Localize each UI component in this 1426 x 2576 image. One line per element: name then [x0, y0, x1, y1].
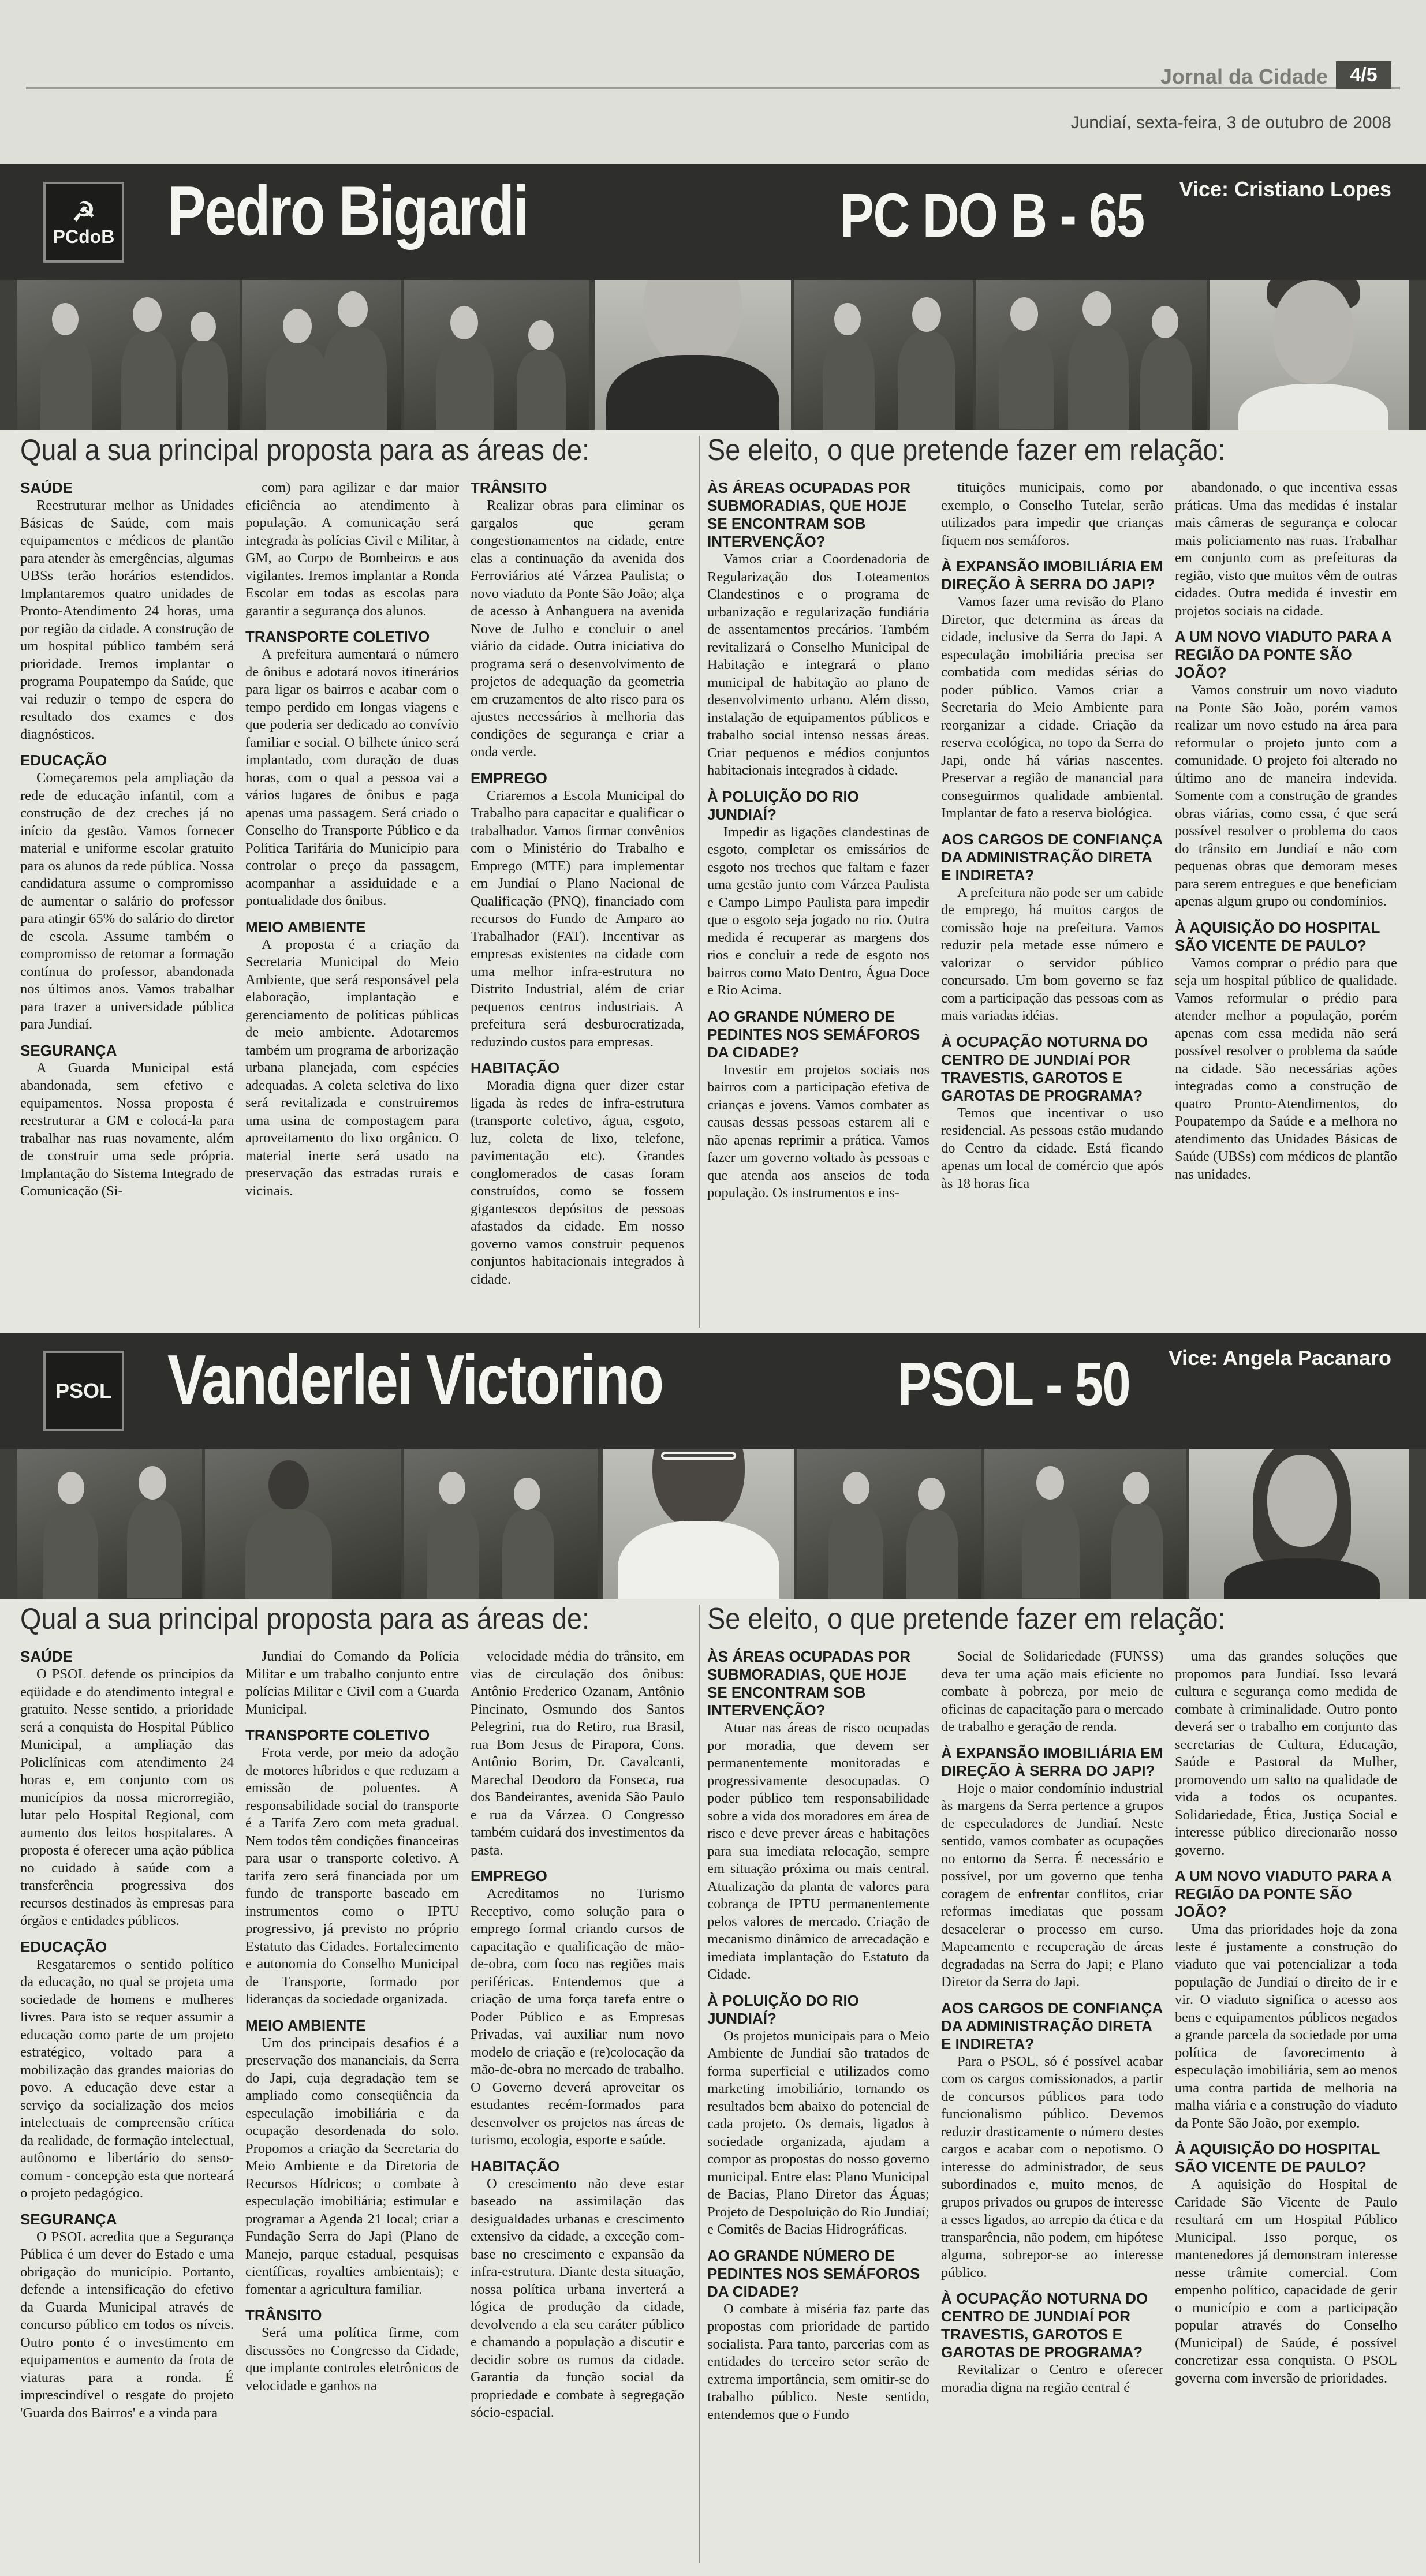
candidate-portrait [603, 1449, 794, 1599]
topic-heading: HABITAÇÃO [471, 1059, 560, 1076]
campaign-photo [17, 280, 240, 430]
question-answer: Vamos fazer uma revisão do Plano Diretor, que determina as áreas da cidade, inclusive da Serra do Japi. A especulação imobiliária precisa ser combatida com medidas sérias do poder público. Vamos criar a Secretaria do Meio Ambiente para reorganizar a cidade. Criação da reserva ecológica, no topo da Serra do Japi, onde há várias nascentes. Preservar a região de manancial para conseguirmos qualidade ambiental. Implantar de fato a reserva biológica. [941, 594, 1163, 821]
topic-text: Começaremos pela ampliação da rede de educação infantil, com a construção de dez creches já no início da gestão. Vamos fornecer material e uniforme escolar gratuito para os alunos da rede pública. Nossa candidatura assume o compromisso de aumentar o salário do professor para atingir 65% do salário do diretor de escola. Assume também o compromisso de retomar a formação contínua do professor, abandonada nos últimos anos. Vamos trabalhar para trazer a universidade pública para Jundiaí. [20, 770, 234, 1032]
answer-column [20, 479, 234, 1201]
page-number: 4/5 [1336, 61, 1391, 89]
answer-column [1175, 479, 1397, 1183]
question-answer: Social de Solidariedade (FUNSS) deva ter uma ação mais eficiente no combate à pobreza, por meio de oficinas de capacitação para o mercado de trabalho e geração de renda. [941, 1648, 1163, 1734]
vice-candidate: Vice: Cristiano Lopes [1179, 177, 1391, 201]
candidate-banner [0, 1333, 1426, 1449]
question-heading: À EXPANSÃO IMOBILIÁRIA EM DIREÇÃO À SERRA DO JAPI? [941, 558, 1163, 593]
topic-text: Jundiaí do Comando da Polícia Militar e um trabalho conjunto entre polícias Militar e Civil com a Guarda Municipal. [245, 1648, 459, 1717]
question-answer: Impedir as ligações clandestinas de esgoto, completar os emissários de esgoto nos trechos que faltam e fazer uma gestão junto com Várzea Paulista e Campo Limpo Paulista para impedir que o esgoto seja jogado no rio. Outra medida é recuperar as margens dos rios e concluir a rede de esgoto nos bairros como Mato Dentro, Água Doce e Rio Acima. [707, 824, 929, 998]
campaign-photo [797, 1449, 981, 1599]
hammer-sickle-icon: ☭ [72, 196, 96, 227]
party-number: PC DO B - 65 [840, 180, 1144, 250]
topic-text: Criaremos a Escola Municipal do Trabalho para capacitar e qualificar o trabalhador. Vamos firmar convênios com o Ministério do Trabalho e Emprego (MTE) para implementar em Jundiaí o Plano Nacional de Qualificação (PNQ), financiado com recursos do Fundo de Amparo ao Trabalhador (FAT). Incentivar as empresas existentes na cidade com uma melhor infra-estrutura no Distrito Industrial, além de criar pequenos centros industriais. A prefeitura será desburocratizada, reduzindo custos para empresas. [471, 787, 684, 1050]
topic-heading: TRANSPORTE COLETIVO [245, 628, 430, 645]
question-heading: À POLUIÇÃO DO RIO JUNDIAÍ? [707, 787, 859, 823]
topic-text: Frota verde, por meio da adoção de motores híbridos e que reduzam a emissão de poluentes. A responsabilidade social do transporte é a Tarifa Zero com meta gradual. Nem todos têm condições financeiras para usar o transporte coletivo. A tarifa zero será financiada por um fundo de transporte baseado em instrumentos como o IPTU progressivo, já previsto no próprio Estatuto das Cidades. Fortalecimento e autonomia do Conselho Municipal de Transporte, formado por lideranças da sociedade organizada. [245, 1745, 459, 2007]
topic-heading: EDUCAÇÃO [20, 1938, 107, 1956]
topic-text: O PSOL acredita que a Segurança Pública é um dever do Estado e uma obrigação do município. Portanto, defende a intensificação do efetivo da Guarda Municipal através de concurso público em todos os níveis. Outro ponto é o investimento em equipamentos e aumento da frota de viaturas para a ronda. É imprescindível o resgate do projeto 'Guarda dos Bairros' e a vinda para [20, 2229, 234, 2421]
topic-text: Acreditamos no Turismo Receptivo, como solução para o emprego formal criando cursos de capacitação e qualificação de mão-de-obra, com foco nas regiões mais periféricas. Entendemos que a criação de uma força tarefa entre o Poder Público e as Empresas Privadas, vai auxiliar num novo modelo de criação e (re)colocação da mão-de-obra no mercado de trabalho. O Governo deverá aproveitar os estudantes recém-formados para desenvolver os projetos nas áreas de turismo, ecologia, esporte e saúde. [471, 1886, 684, 2148]
topic-heading: TRANSPORTE COLETIVO [245, 1726, 430, 1744]
question-heading: AO GRANDE NÚMERO DE PEDINTES NOS SEMÁFOROS DA CIDADE? [707, 1007, 920, 1061]
vice-candidate: Vice: Angela Pacanaro [1168, 1346, 1391, 1370]
vice-portrait [1189, 1449, 1409, 1599]
question-answer: Uma das prioridades hoje da zona leste é justamente a construção do viaduto que vai potencializar a toda população de Jundiaí o direito de ir e vir. O viaduto significa o acesso aos bens e equipamentos públicos negados a grande parcela da sociedade por uma política de favorecimento à especulação imobiliária, sem ao menos uma contra partida de melhoria na malha viária e a construção do viaduto da Ponte São João, por exemplo. [1175, 1921, 1397, 2131]
candidate-banner [0, 164, 1426, 280]
answer-column [471, 1648, 684, 2422]
question-heading: À OCUPAÇÃO NOTURNA DO CENTRO DE JUNDIAÍ POR TRAVESTIS, GAROTOS E GAROTAS DE PROGRAMA? [941, 2290, 1148, 2361]
topic-text: Será uma política firme, com discussões no Congresso da Cidade, que implante controles eletrônicos de velocidade e ganhos na [245, 2325, 459, 2394]
topic-text: A prefeitura aumentará o número de ônibus e adotará novos itinerários para ligar os bairros e acabar com o tempo perdido em longas viagens e que poderia ser dedicado ao convívio familiar e social. O bilhete único será implantado, com duração de duas horas, com o qual a pessoa vai a vários lugares de ônibus e paga apenas uma passagem. Será criado o Conselho do Transporte Público e da Política Tarifária do Município para controlar o preço da passagem, acompanhar a assiduidade e a pontualidade dos ônibus. [245, 646, 459, 908]
vice-portrait [1210, 280, 1409, 430]
topic-text: Um dos principais desafios é a preservação dos mananciais, da Serra do Japi, cuja degradação tem se ampliado como conseqüência da especulação imobiliária e da ocupação desordenada do solo. Propomos a criação da Secretaria do Meio Ambiente e da Diretoria de Recursos Hídricos; o combate à especulação imobiliária; estimular e programar a Agenda 21 local; criar a Fundação Serra do Japi (Plano de Manejo, parque estadual, pesquisas científicas, royalties ambientais); e fomentar a agricultura familiar. [245, 2035, 459, 2297]
question-answer: Temos que incentivar o uso residencial. As pessoas estão mudando do Centro da cidade. Está ficando apenas um local de comércio que após às 18 horas fica [941, 1105, 1163, 1191]
right-question-heading: Se eleito, o que pretende fazer em relação: [707, 433, 1226, 467]
left-question-heading: Qual a sua principal proposta para as áreas de: [20, 1602, 590, 1636]
photo-strip [0, 280, 1426, 430]
question-answer: Os projetos municipais para o Meio Ambiente de Jundiaí são tratados de forma superficial e utilizados como marketing imobiliário, tornando os resultados bem abaixo do potencial de cada projeto. Os demais, ligados à sociedade organizada, ajudam a compor as propostas do nosso governo municipal. Entre elas: Plano Municipal de Bacias, Plano Diretor das Águas; Projeto de Despoluição do Rio Jundiaí; e Comitês de Bacias Hidrográficas. [707, 2028, 929, 2237]
topic-heading: SEGURANÇA [20, 1041, 117, 1059]
topic-text: Reestruturar melhor as Unidades Básicas de Saúde, com mais equipamentos e médicos de plantão para atender às emergências, algumas UBSs terão horários estendidos. Implantaremos quatro unidades de Pronto-Atendimento 24 horas, uma por região da cidade. A construção de um hospital público também será prioridade. Iremos implantar o programa Poupatempo da Saúde, que vai reduzir o tempo de espera do resultado dos exames e dos diagnósticos. [20, 498, 234, 742]
topic-heading: HABITAÇÃO [471, 2157, 560, 2175]
question-heading: ÀS ÁREAS OCUPADAS POR SUBMORADIAS, QUE HOJE SE ENCONTRAM SOB INTERVENÇÃO? [707, 479, 911, 550]
topic-text: O PSOL defende os princípios da eqüidade e do atendimento integral e gratuito. Nesse sentido, a prioridade será a conquista do Hospital Público Municipal, a ampliação das Policlínicas com atendimento 24 horas e, em conjunto com os municípios da nossa microrregião, lutar pelo Hospital Regional, com aumento dos leitos hospitalares. A proposta é oferecer uma ação pública no cuidado à saúde com a transferência progressiva dos recursos destinados às empresas para órgãos e entidades públicos. [20, 1666, 234, 1928]
topic-text: velocidade média do trânsito, em vias de circulação dos ônibus: Antônio Frederico Ozanam, Antônio Pincinato, Osmundo dos Santos Pelegrini, rua do Retiro, rua Brasil, rua Bom Jesus de Pirapora, Cons. Antônio Borim, Dr. Cavalcanti, Marechal Deodoro da Fonseca, rua dos Bandeirantes, avenida São Paulo e rua da Várzea. O Congresso também cuidará dos investimentos da pasta. [471, 1648, 684, 1858]
topic-heading: TRÂNSITO [471, 479, 547, 496]
topic-heading: EDUCAÇÃO [20, 752, 107, 769]
question-heading: À POLUIÇÃO DO RIO JUNDIAÍ? [707, 1991, 859, 2027]
campaign-photo [404, 1449, 598, 1599]
question-answer: O combate à miséria faz parte das propostas com prioridade de partido socialista. Para tanto, parcerias com as entidades do terceiro setor serão de extrema importância, sem omitir-se do trabalho público. Neste sentido, entendemos que o Fundo [707, 2301, 929, 2422]
topic-heading: SEGURANÇA [20, 2210, 117, 2228]
question-answer: Vamos comprar o prédio para que seja um hospital público de qualidade. Vamos reformular o prédio para atender melhor a população, porém apenas com essa medida não será possível resolver o problema da saúde na cidade. São necessárias ações integradas como a construção de quatro Pronto-Atendimentos, do Poupatempo da Saúde e a melhora no atendimento das Unidades Básicas de Saúde (UBSs) com médicos de plantão nas unidades. [1175, 955, 1397, 1182]
question-answer: Atuar nas áreas de risco ocupadas por moradia, que devem ser permanentemente monitoradas e progressivamente desocupadas. O poder público tem responsabilidade sobre a vida dos moradores em área de risco e deve prever áreas e habitações para sua imediata relocação, sempre em situação próxima ou mais central. Atualização da planta de valores para cobrança de IPTU permanentemente pelos valores de mercado. Criação de mecanismo dinâmico de arrecadação e imediata implantação do Estatuto da Cidade. [707, 1720, 929, 1982]
question-answer: abandonado, o que incentiva essas práticas. Uma das medidas é instalar mais câmeras de segurança e colocar mais policiamento nas ruas. Trabalhar em conjunto com as prefeituras da região, visto que muitos vêm de outras cidades. Outra medida é investir em projetos sociais na cidade. [1175, 480, 1397, 619]
campaign-photo [984, 1449, 1186, 1599]
campaign-photo [205, 1449, 401, 1599]
question-answer: Revitalizar o Centro e oferecer moradia digna na região central é [941, 2362, 1163, 2395]
answer-column [245, 1648, 459, 2395]
question-heading: ÀS ÁREAS OCUPADAS POR SUBMORADIAS, QUE HOJE SE ENCONTRAM SOB INTERVENÇÃO? [707, 1648, 911, 1719]
topic-heading: SAÚDE [20, 479, 73, 496]
topic-heading: SAÚDE [20, 1648, 73, 1665]
question-heading: A UM NOVO VIADUTO PARA A REGIÃO DA PONTE SÃO JOÃO? [1175, 1867, 1392, 1920]
party-logo-text: PSOL [55, 1379, 112, 1403]
topic-heading: TRÂNSITO [245, 2306, 322, 2324]
topic-text: A proposta é a criação da Secretaria Municipal do Meio Ambiente, que será responsável pela elaboração, implantação e gerenciamento de políticas públicas de meio ambiente. Adotaremos também um programa de arborização urbana planejada, com espécies adequadas. A coleta seletiva do lixo será revitalizada e construiremos uma usina de compostagem para aproveitamento do lixo orgânico. O material inerte será usado na preservação das estradas rurais e vicinais. [245, 936, 459, 1199]
answer-column [1175, 1648, 1397, 2387]
dateline: Jundiaí, sexta-feira, 3 de outubro de 2008 [1070, 113, 1391, 132]
answer-column [245, 479, 459, 1200]
topic-text: A Guarda Municipal está abandonada, sem efetivo e equipamentos. Nossa proposta é reestruturar a GM e colocá-la para trabalhar nas ruas novamente, além de construir uma sede própria. Implantação do Sistema Integrado de Comunicação (Si- [20, 1060, 234, 1199]
question-heading: À AQUISIÇÃO DO HOSPITAL SÃO VICENTE DE PAULO? [1175, 2140, 1380, 2175]
answer-column [707, 479, 929, 1202]
topic-text: Resgataremos o sentido político da educação, no qual se projeta uma sociedade de homens e mulheres livres. Para isto se requer assumir a educação como parte de um projeto estratégico, voltado para a mobilização das grandes maiorias do povo. A educação deve estar a serviço da socialização dos meios intelectuais de compreensão crítica da realidade, de formação intelectual, autônomo e libertário do senso-comum - concepção esta que norteará o projeto pedagógico. [20, 1956, 234, 2201]
answer-column [941, 479, 1163, 1192]
candidate-portrait [595, 280, 791, 430]
topic-text: com) para agilizar e dar maior eficiência ao atendimento à população. A comunicação será integrada às polícias Civil e Militar, à GM, ao Corpo de Bombeiros e aos vigilantes. Iremos implantar a Ronda Escolar em todas as escolas para garantir a segurança dos alunos. [245, 480, 459, 619]
right-question-heading: Se eleito, o que pretende fazer em relação: [707, 1602, 1226, 1636]
question-heading: AO GRANDE NÚMERO DE PEDINTES NOS SEMÁFOROS DA CIDADE? [707, 2246, 920, 2300]
column-divider [699, 436, 700, 1328]
question-heading: A UM NOVO VIADUTO PARA A REGIÃO DA PONTE SÃO JOÃO? [1175, 628, 1392, 681]
question-heading: AOS CARGOS DE CONFIANÇA DA ADMINISTRAÇÃO DIRETA E INDIRETA? [941, 830, 1163, 884]
topic-heading: EMPREGO [471, 1867, 547, 1885]
question-answer: Hoje o maior condomínio industrial às margens da Serra pertence a grupos de especuladores de Jundiaí. Neste sentido, vamos combater as ocupações no entorno da Serra. É necessário e possível, por um governo que tenha coragem de enfrentar conflitos, criar reformas imediatas que possam desacelerar o processo em curso. Mapeamento e recuperação de áreas degradadas na Serra do Japi; e Plano Diretor da Serra do Japi. [941, 1780, 1163, 1990]
topic-heading: MEIO AMBIENTE [245, 918, 366, 936]
candidate-section-pcdob [0, 164, 1426, 1333]
question-answer: A prefeitura não pode ser um cabide de emprego, há muitos cargos de comissão hoje na prefeitura. Vamos reduzir pela metade esse número e valorizar o servidor público concursado. Um bom governo se faz com a participação das pessoas com as mais variadas idéias. [941, 884, 1163, 1023]
party-logo-text: PCdoB [53, 226, 115, 247]
question-answer: Investir em projetos sociais nos bairros com a participação efetiva de crianças e jovens. Vamos combater as causas dessas pessoas estarem ali e não apenas reprimir a prática. Vamos fazer um governo voltado às pessoas e que atenda aos anseios de toda população. Os instrumentos e ins- [707, 1061, 929, 1201]
question-heading: À OCUPAÇÃO NOTURNA DO CENTRO DE JUNDIAÍ POR TRAVESTIS, GAROTOS E GAROTAS DE PROGRAMA? [941, 1033, 1148, 1104]
photo-strip [0, 1449, 1426, 1599]
campaign-photo [976, 280, 1207, 430]
question-heading: AOS CARGOS DE CONFIANÇA DA ADMINISTRAÇÃO DIRETA E INDIRETA? [941, 1999, 1163, 2052]
question-answer: A aquisição do Hospital de Caridade São Vicente de Paulo resultará em um Hospital Público Municipal. Isso porque, os mantenedores já demonstram interesse nesse trâmite comercial. Com empenho político, capacidade de gerir o município e com a participação popular através do Conselho (Municipal) de Saúde, é possível concretizar essa conquista. O PSOL governa com inversão de prioridades. [1175, 2177, 1397, 2386]
topic-heading: MEIO AMBIENTE [245, 2016, 366, 2034]
candidate-name: Pedro Bigardi [167, 171, 528, 250]
topic-heading: EMPREGO [471, 769, 547, 787]
party-logo [43, 1351, 124, 1431]
answer-column [707, 1648, 929, 2424]
topic-text: Moradia digna quer dizer estar ligada às redes de infra-estrutura (transporte coletivo, água, esgoto, luz, coleta de lixo, telefone, pavimentação etc). Grandes conglomerados de casas foram construídos, como se fossem gigantescos depósitos de pessoas afastados da cidade. Em nosso governo vamos construir pequenos conjuntos habitacionais integrados à cidade. [471, 1078, 684, 1287]
left-question-heading: Qual a sua principal proposta para as áreas de: [20, 433, 590, 467]
campaign-photo [17, 1449, 202, 1599]
question-heading: À EXPANSÃO IMOBILIÁRIA EM DIREÇÃO À SERRA DO JAPI? [941, 1744, 1163, 1779]
party-number: PSOL - 50 [898, 1349, 1130, 1419]
newspaper-name: Jornal da Cidade [1160, 65, 1328, 88]
campaign-photo [404, 280, 589, 430]
page-header [0, 0, 1426, 164]
column-divider [699, 1605, 700, 2563]
question-heading: À AQUISIÇÃO DO HOSPITAL SÃO VICENTE DE PAULO? [1175, 918, 1380, 954]
answer-column [941, 1648, 1163, 2396]
candidate-name: Vanderlei Victorino [167, 1340, 663, 1419]
question-answer: Vamos construir um novo viaduto na Ponte São João, porém vamos realizar um novo estudo na área para reformular o projeto junto com a comunidade. O projeto foi alterado no último ano de maneira indevida. Somente com a construção de grandes obras viárias, como essa, é que será possível resolver o problema do caos do trânsito em Jundiaí e não com pequenas obras que demoram meses para serem entregues e que beneficiam apenas algum grupo ou condomínios. [1175, 682, 1397, 909]
question-answer: Para o PSOL, só é possível acabar com os cargos comissionados, a partir de concursos públicos para todo funcionalismo público. Devemos reduzir drasticamente o número destes cargos e acabar com o nepotismo. O interesse do administrador, de seus subordinados e, muito menos, de grupos privados ou grupos de interesse a esses ligados, ao arrepio da ética e da transparência, não podem, em hipótese alguma, sobrepor-se ao interesse público. [941, 2053, 1163, 2280]
candidate-section-psol [0, 1333, 1426, 2576]
question-answer: tituições municipais, como por exemplo, o Conselho Tutelar, serão utilizados para impedir que crianças fiquem nos semáforos. [941, 480, 1163, 548]
topic-text: O crescimento não deve estar baseado na assimilação das desigualdades urbanas e crescimento extensivo da cidade, a exceção com-base no crescimento e expansão da infra-estrutura. Diante desta situação, nossa política urbana inverterá a lógica de produção da cidade, devolvendo a ela seu caráter público e chamando a população a discutir e decidir sobre os rumos da cidade. Garantia da função social da propriedade e combate à segregação sócio-espacial. [471, 2175, 684, 2420]
party-logo [43, 182, 124, 263]
answer-column [471, 479, 684, 1288]
answer-column [20, 1648, 234, 2422]
campaign-photo [794, 280, 973, 430]
topic-text: Realizar obras para eliminar os gargalos que geram congestionamentos na cidade, entre elas a continuação da avenida dos Ferroviários até Várzea Paulista; o novo viaduto da Ponte São João; alça de acesso à Anhanguera na avenida Nove de Julho e concluir o anel viário da cidade. Outra iniciativa do programa será o desenvolvimento de projetos de adequação da geometria em cruzamentos de alto risco para os ajustes necessários à melhoria das condições de segurança e criar a onda verde. [471, 498, 684, 760]
question-answer: uma das grandes soluções que propomos para Jundiaí. Isso levará cultura e segurança como medida de combate à criminalidade. Outro ponto deverá ser o trabalho em conjunto das secretarias de Cultura, Educação, Saúde e Pastoral da Mulher, promovendo um salto na qualidade de vida a todos os ocupantes. Solidariedade, Ética, Justiça Social e interesse público direcionarão nosso governo. [1175, 1648, 1397, 1858]
campaign-photo [242, 280, 401, 430]
question-answer: Vamos criar a Coordenadoria de Regularização dos Loteamentos Clandestinos e o programa de urbanização e regularização fundiária de assentamentos precários. Também revitalizará o Conselho Municipal de Habitação e integrará o plano municipal de habitação ao plano de desenvolvimento urbano. Além disso, instalação de equipamentos públicos e trabalho social intenso nessas áreas. Criar pequenos e médios conjuntos habitacionais integrados à cidade. [707, 551, 929, 778]
